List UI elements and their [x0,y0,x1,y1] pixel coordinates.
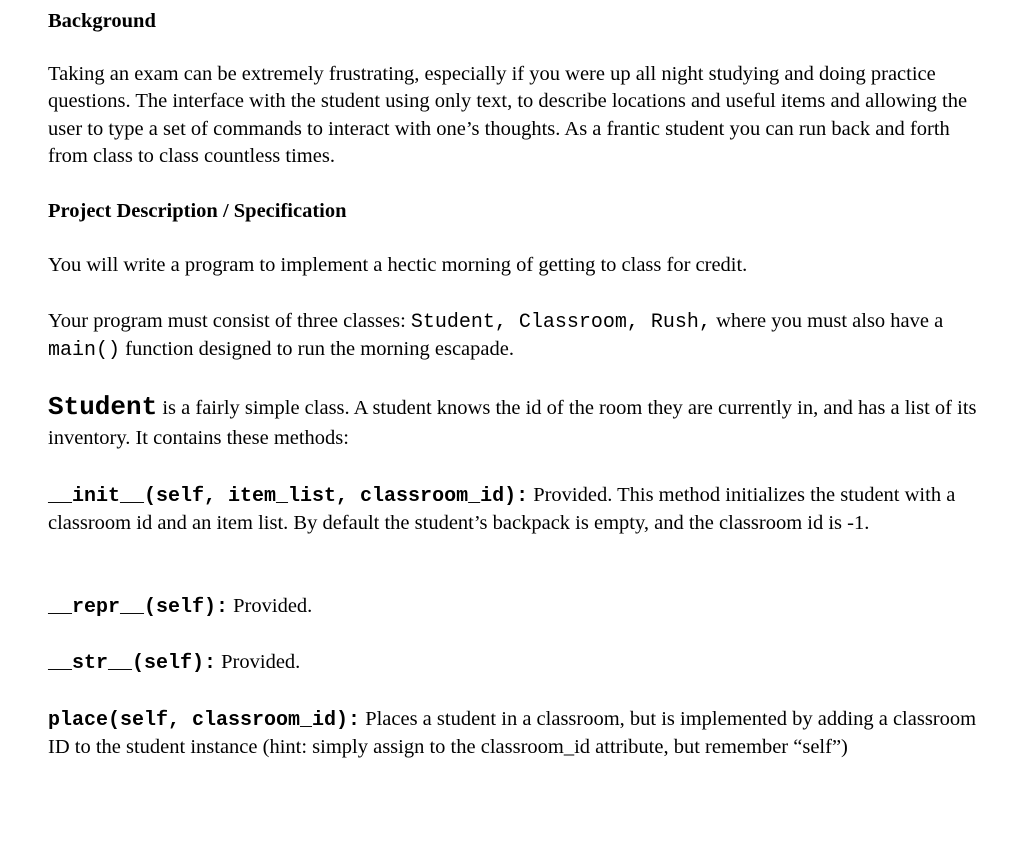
method-init-signature: __init__(self, item_list, classroom_id): [48,485,529,508]
method-place-desc: Places a student in a classroom, but is implemented by adding a classroom ID to the student instance (hint: simply assign to the classroom_id attribute, but remember “self”) [48,708,977,759]
method-str-signature: __str__(self): [48,652,217,675]
method-repr-desc: Provided. [228,595,313,617]
project-classes-paragraph [48,308,978,365]
method-repr-signature: __repr__(self): [48,596,229,619]
method-init-desc: Provided. This method initializes the student with a classroom id and an item list. By default the student’s backpack is empty, and the classroom id is -1. [48,484,956,535]
background-section [48,8,978,35]
background-body: Taking an exam can be extremely frustrating, especially if you were up all night studying and doing practice questions. The interface with the student using only text, to describe locations and useful items and allowing the user to type a set of commands to interact with one’s thoughts. As a frantic student you can run back and forth from class to class countless times. [48,63,968,167]
student-class-block [48,392,978,453]
project-intro-block [48,252,978,279]
background-body-block [48,61,978,170]
method-init [48,482,978,538]
classes-text-post: function designed to run the morning escapade. [120,338,514,361]
method-init-block [48,482,978,538]
project-heading: Project Description / Specification [48,200,347,222]
method-str-desc: Provided. [216,651,301,673]
method-place-block [48,706,978,762]
student-class-desc: is a fairly simple class. A student knows the id of the room they are currently in, and has a list of its inventory. It contains these methods: [48,397,977,449]
method-place-signature: place(self, classroom_id): [48,709,361,732]
background-heading: Background [48,10,156,32]
project-section [48,198,978,225]
student-class-paragraph [48,392,978,453]
method-repr-block [48,593,978,621]
classes-text-pre: Your program must consist of three classes: [48,310,411,332]
method-str-block [48,649,978,677]
classes-text-mid: where you must also have a [710,310,944,332]
main-function-code: main() [48,339,121,363]
student-class-name: Student [48,392,158,422]
method-str [48,649,978,677]
classes-code: Student, Classroom, Rush, [410,311,711,334]
project-classes-block [48,308,978,365]
method-repr [48,593,978,621]
project-intro: You will write a program to implement a hectic morning of getting to class for credit. [48,254,748,276]
method-place [48,706,978,762]
